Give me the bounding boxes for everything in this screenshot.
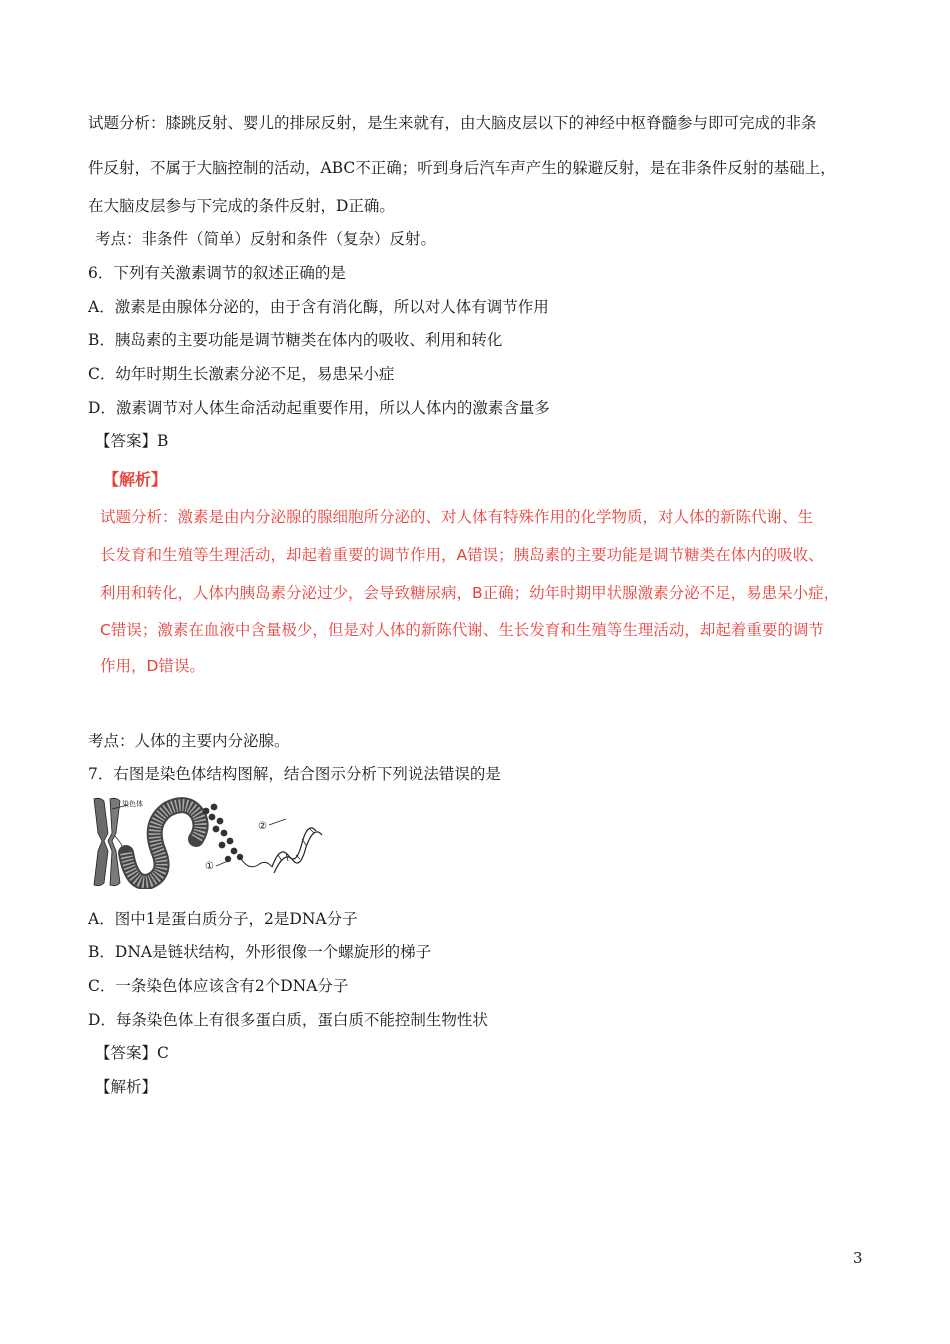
question-6-jiexi-line-3: 利用和转化，人体内胰岛素分泌过少，会导致糖尿病，B正确；幼年时期甲状腺激素分泌不足，易患呆小症， <box>100 584 840 602</box>
question-6-option-a: A．激素是由腺体分泌的，由于含有消化酶，所以对人体有调节作用 <box>88 298 549 316</box>
question-6-option-d: D．激素调节对人体生命活动起重要作用，所以人体内的激素含量多 <box>88 399 550 417</box>
question-6-jiexi-line-5: 作用，D错误。 <box>100 657 205 675</box>
figure-label-chromosome: 染色体 <box>122 800 143 808</box>
question-7-option-b: B．DNA是链状结构，外形很像一个螺旋形的梯子 <box>88 943 432 961</box>
analysis-line-1: 试题分析：膝跳反射、婴儿的排尿反射，是生来就有，由大脑皮层以下的神经中枢脊髓参与即可完成的非条 <box>88 114 817 132</box>
dna-double-helix <box>272 828 322 873</box>
chromosome-structure-figure <box>88 795 326 889</box>
question-6-jiexi-heading: 【解析】 <box>103 470 168 489</box>
question-7-option-d: D．每条染色体上有很多蛋白质，蛋白质不能控制生物性状 <box>88 1011 488 1029</box>
question-6-answer: 【答案】B <box>95 432 169 450</box>
analysis-line-2: 件反射，不属于大脑控制的活动，ABC不正确；听到身后汽车声产生的躲避反射，是在非条件反射的基础上， <box>88 159 836 177</box>
figure-label-2: ② <box>258 821 267 832</box>
question-6-jiexi-line-2: 长发育和生殖等生理活动，却起着重要的调节作用，A错误；胰岛素的主要功能是调节糖类在体内的吸收、 <box>100 546 824 564</box>
question-7-jiexi-heading: 【解析】 <box>95 1078 158 1096</box>
nucleosome-beads <box>203 804 244 863</box>
question-6-jiexi-line-1: 试题分析：激素是由内分泌腺的腺细胞所分泌的、对人体有特殊作用的化学物质，对人体的新陈代谢、生 <box>100 508 814 526</box>
question-7-answer: 【答案】C <box>95 1044 169 1062</box>
question-6-option-b: B．胰岛素的主要功能是调节糖类在体内的吸收、利用和转化 <box>88 331 503 349</box>
question-7-option-a: A．图中1是蛋白质分子，2是DNA分子 <box>88 910 358 928</box>
question-7-option-c: C．一条染色体应该含有2个DNA分子 <box>88 977 349 995</box>
analysis-line-3: 在大脑皮层参与下完成的条件反射，D正确。 <box>88 197 395 215</box>
chromosome-shape <box>94 798 120 885</box>
kaodian-q6: 考点：人体的主要内分泌腺。 <box>88 732 290 750</box>
question-6-option-c: C．幼年时期生长激素分泌不足，易患呆小症 <box>88 365 395 383</box>
question-6-stem: 6．下列有关激素调节的叙述正确的是 <box>88 264 346 282</box>
page-number: 3 <box>853 1249 863 1267</box>
question-7-stem: 7．右图是染色体结构图解，结合图示分析下列说法错误的是 <box>88 765 501 783</box>
figure-label-1: ① <box>205 861 214 872</box>
question-6-jiexi-line-4: C错误；激素在血液中含量极少，但是对人体的新陈代谢、生长发育和生殖等生理活动，却起着重要的调节 <box>100 621 824 639</box>
kaodian-q5: 考点：非条件（简单）反射和条件（复杂）反射。 <box>95 230 437 248</box>
